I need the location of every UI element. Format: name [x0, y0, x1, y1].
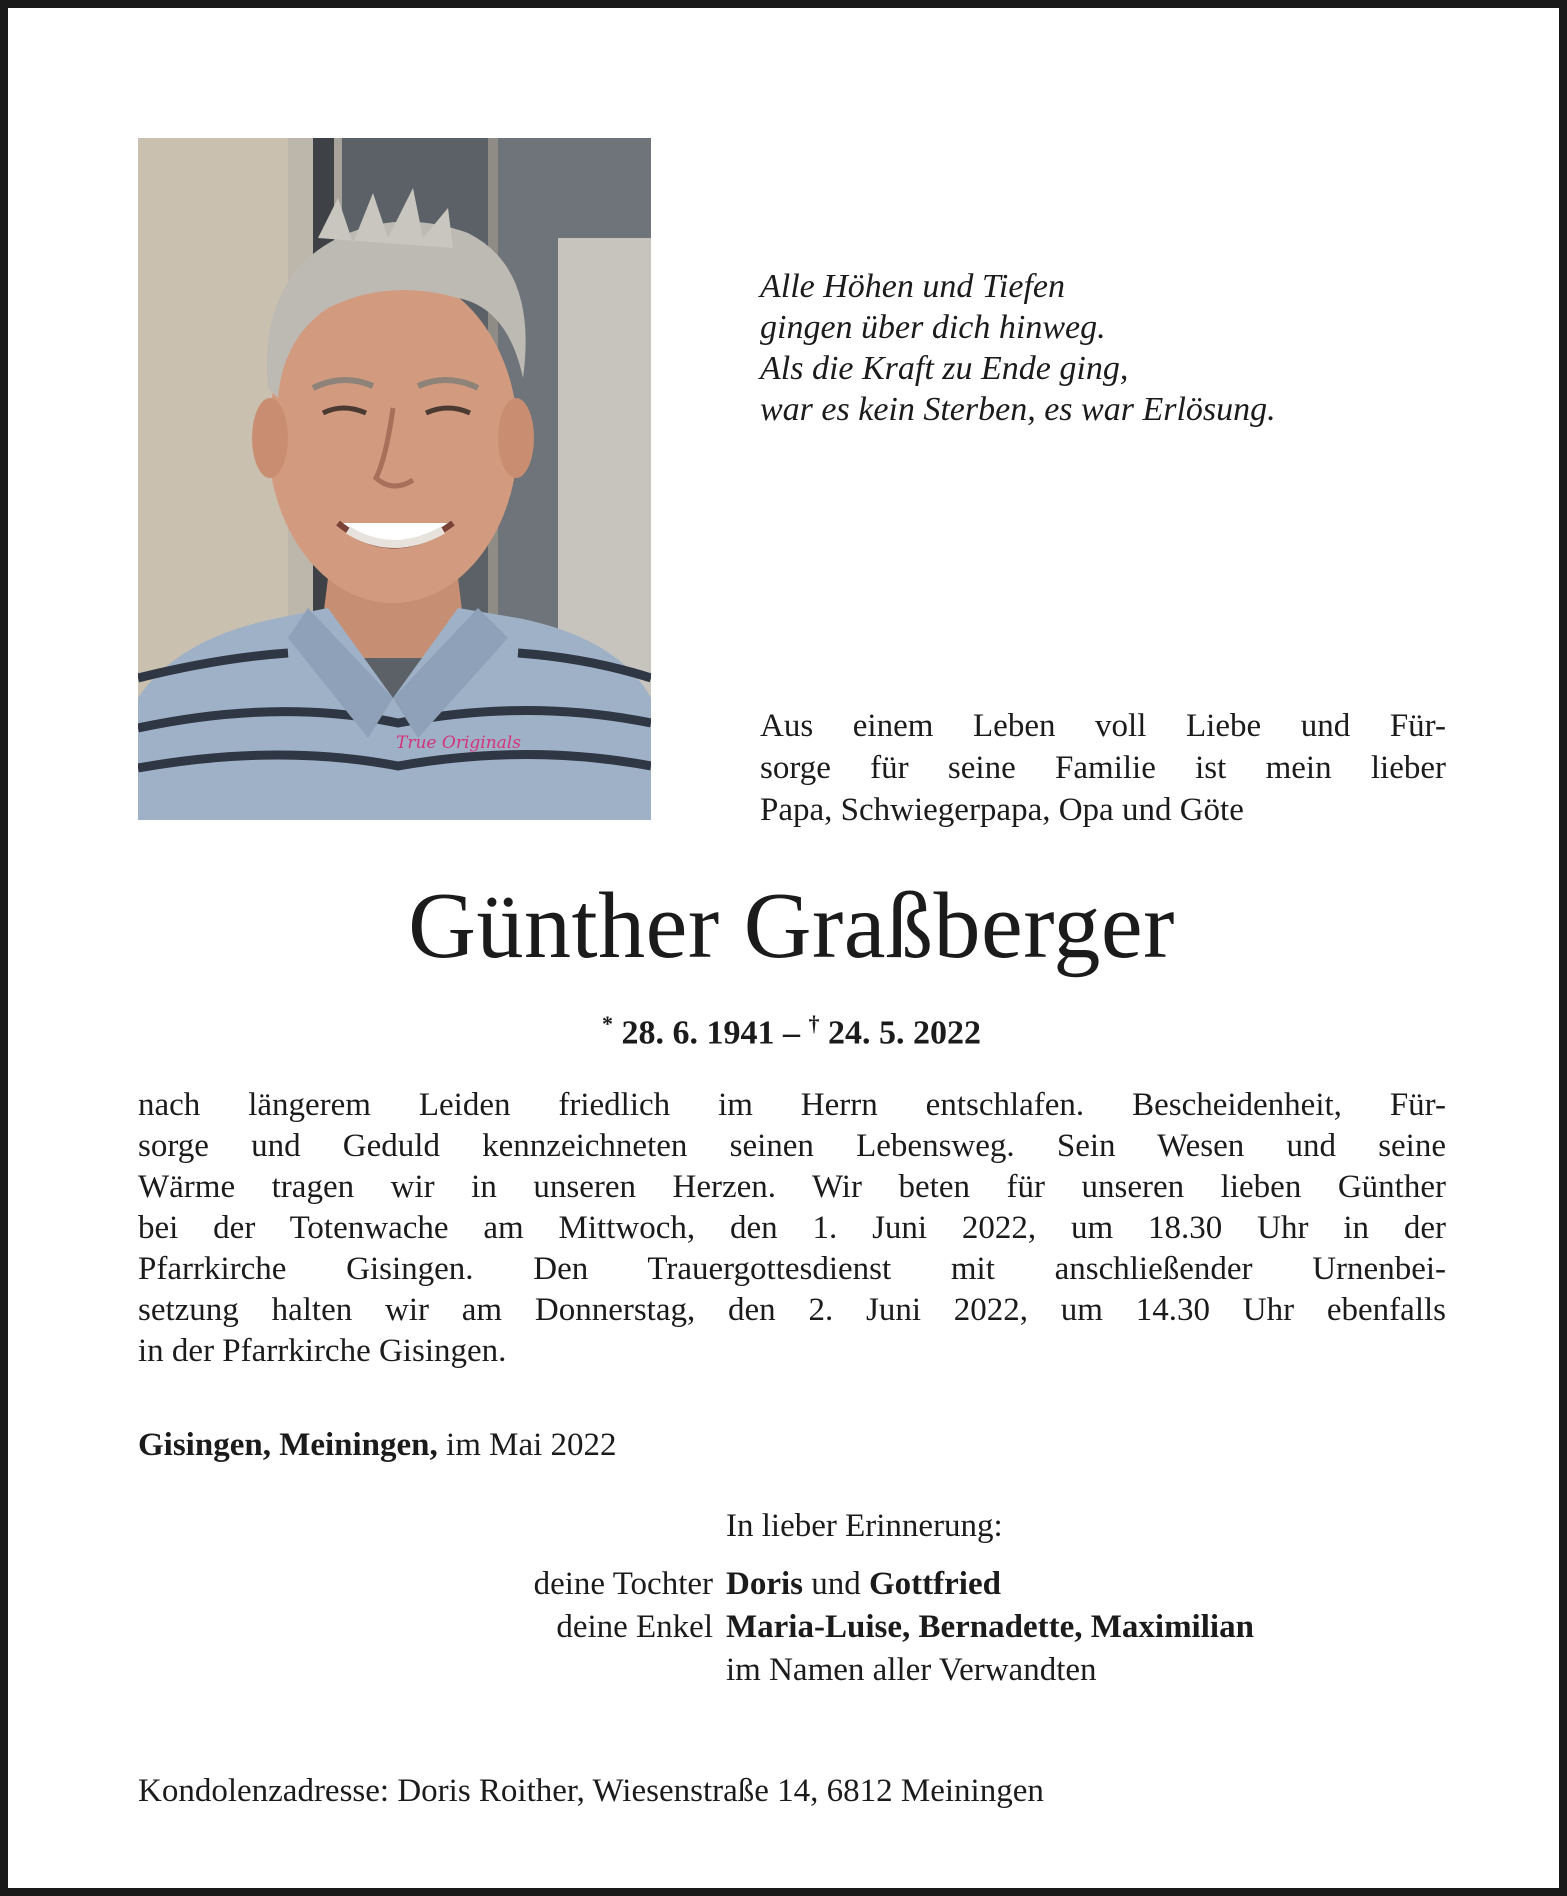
intro-line: Papa, Schwiegerpapa, Opa und Göte [760, 792, 1244, 828]
birth-date: 28. 6. 1941 [621, 1014, 775, 1052]
body-line: bei der Totenwache am Mittwoch, den 1. Juni 2022, um 18.30 Uhr in der [138, 1210, 1446, 1246]
body-line: in der Pfarrkirche Gisingen. [138, 1333, 507, 1369]
grandchildren-names: Maria-Luise, Bernadette, Maximilian [726, 1609, 1254, 1645]
condolence-address: Kondolenzadresse: Doris Roither, Wiesenstraße 14, 6812 Meiningen [138, 1773, 1044, 1809]
body-line: Wärme tragen wir in unseren Herzen. Wir beten für unseren lieben Günther [138, 1169, 1446, 1205]
body-line: setzung halten wir am Donnerstag, den 2. Juni 2022, um 14.30 Uhr ebenfalls [138, 1292, 1446, 1328]
family-row-grandchildren [308, 1606, 1254, 1649]
daughter-joiner: und [811, 1566, 861, 1602]
daughter-names [726, 1563, 1001, 1606]
place-date: im Mai 2022 [446, 1427, 617, 1463]
relatives-text: im Namen aller Verwandten [726, 1652, 1097, 1688]
death-symbol: † [808, 1011, 820, 1036]
poem-line: Als die Kraft zu Ende ging, [760, 350, 1129, 387]
obituary-body [138, 1085, 1446, 1372]
daughter-label: deine Tochter [533, 1566, 713, 1602]
shirt-logo-text: True Originals [396, 733, 521, 753]
date-separator: – [783, 1014, 800, 1052]
family-row-relatives [308, 1649, 1254, 1692]
intro-paragraph [760, 705, 1446, 831]
family-row-daughter [308, 1563, 1254, 1606]
poem [760, 266, 1480, 430]
grandchildren-names-wrap [726, 1606, 1254, 1649]
grandchildren-label: deine Enkel [556, 1609, 713, 1645]
life-dates [8, 1004, 1567, 1053]
place-locations: Gisingen, Meiningen, [138, 1427, 438, 1463]
son-in-law-name: Gottfried [869, 1566, 1001, 1602]
poem-line: Alle Höhen und Tiefen [760, 268, 1066, 305]
death-date: 24. 5. 2022 [828, 1014, 981, 1052]
portrait-illustration [138, 138, 651, 820]
daughter-name: Doris [726, 1566, 803, 1602]
memory-heading: In lieber Erinnerung: [726, 1508, 1003, 1544]
relatives-spacer [308, 1649, 726, 1692]
body-line: sorge und Geduld kennzeichneten seinen Lebensweg. Sein Wesen und seine [138, 1128, 1446, 1164]
portrait-photo [138, 138, 651, 820]
poem-line: war es kein Sterben, es war Erlösung. [760, 391, 1276, 428]
body-line: nach längerem Leiden friedlich im Herrn entschlafen. Bescheidenheit, Für- [138, 1087, 1446, 1123]
deceased-name: Günther Graßberger [408, 874, 1175, 978]
body-line: Pfarrkirche Gisingen. Den Trauergottesdienst mit anschließender Urnenbei- [138, 1251, 1446, 1287]
intro-line: Aus einem Leben voll Liebe und Für- [760, 708, 1446, 744]
family-list [308, 1563, 1254, 1692]
place-and-date [138, 1425, 617, 1465]
intro-line: sorge für seine Familie ist mein lieber [760, 750, 1446, 786]
poem-line: gingen über dich hinweg. [760, 309, 1106, 346]
birth-symbol: * [602, 1011, 613, 1036]
